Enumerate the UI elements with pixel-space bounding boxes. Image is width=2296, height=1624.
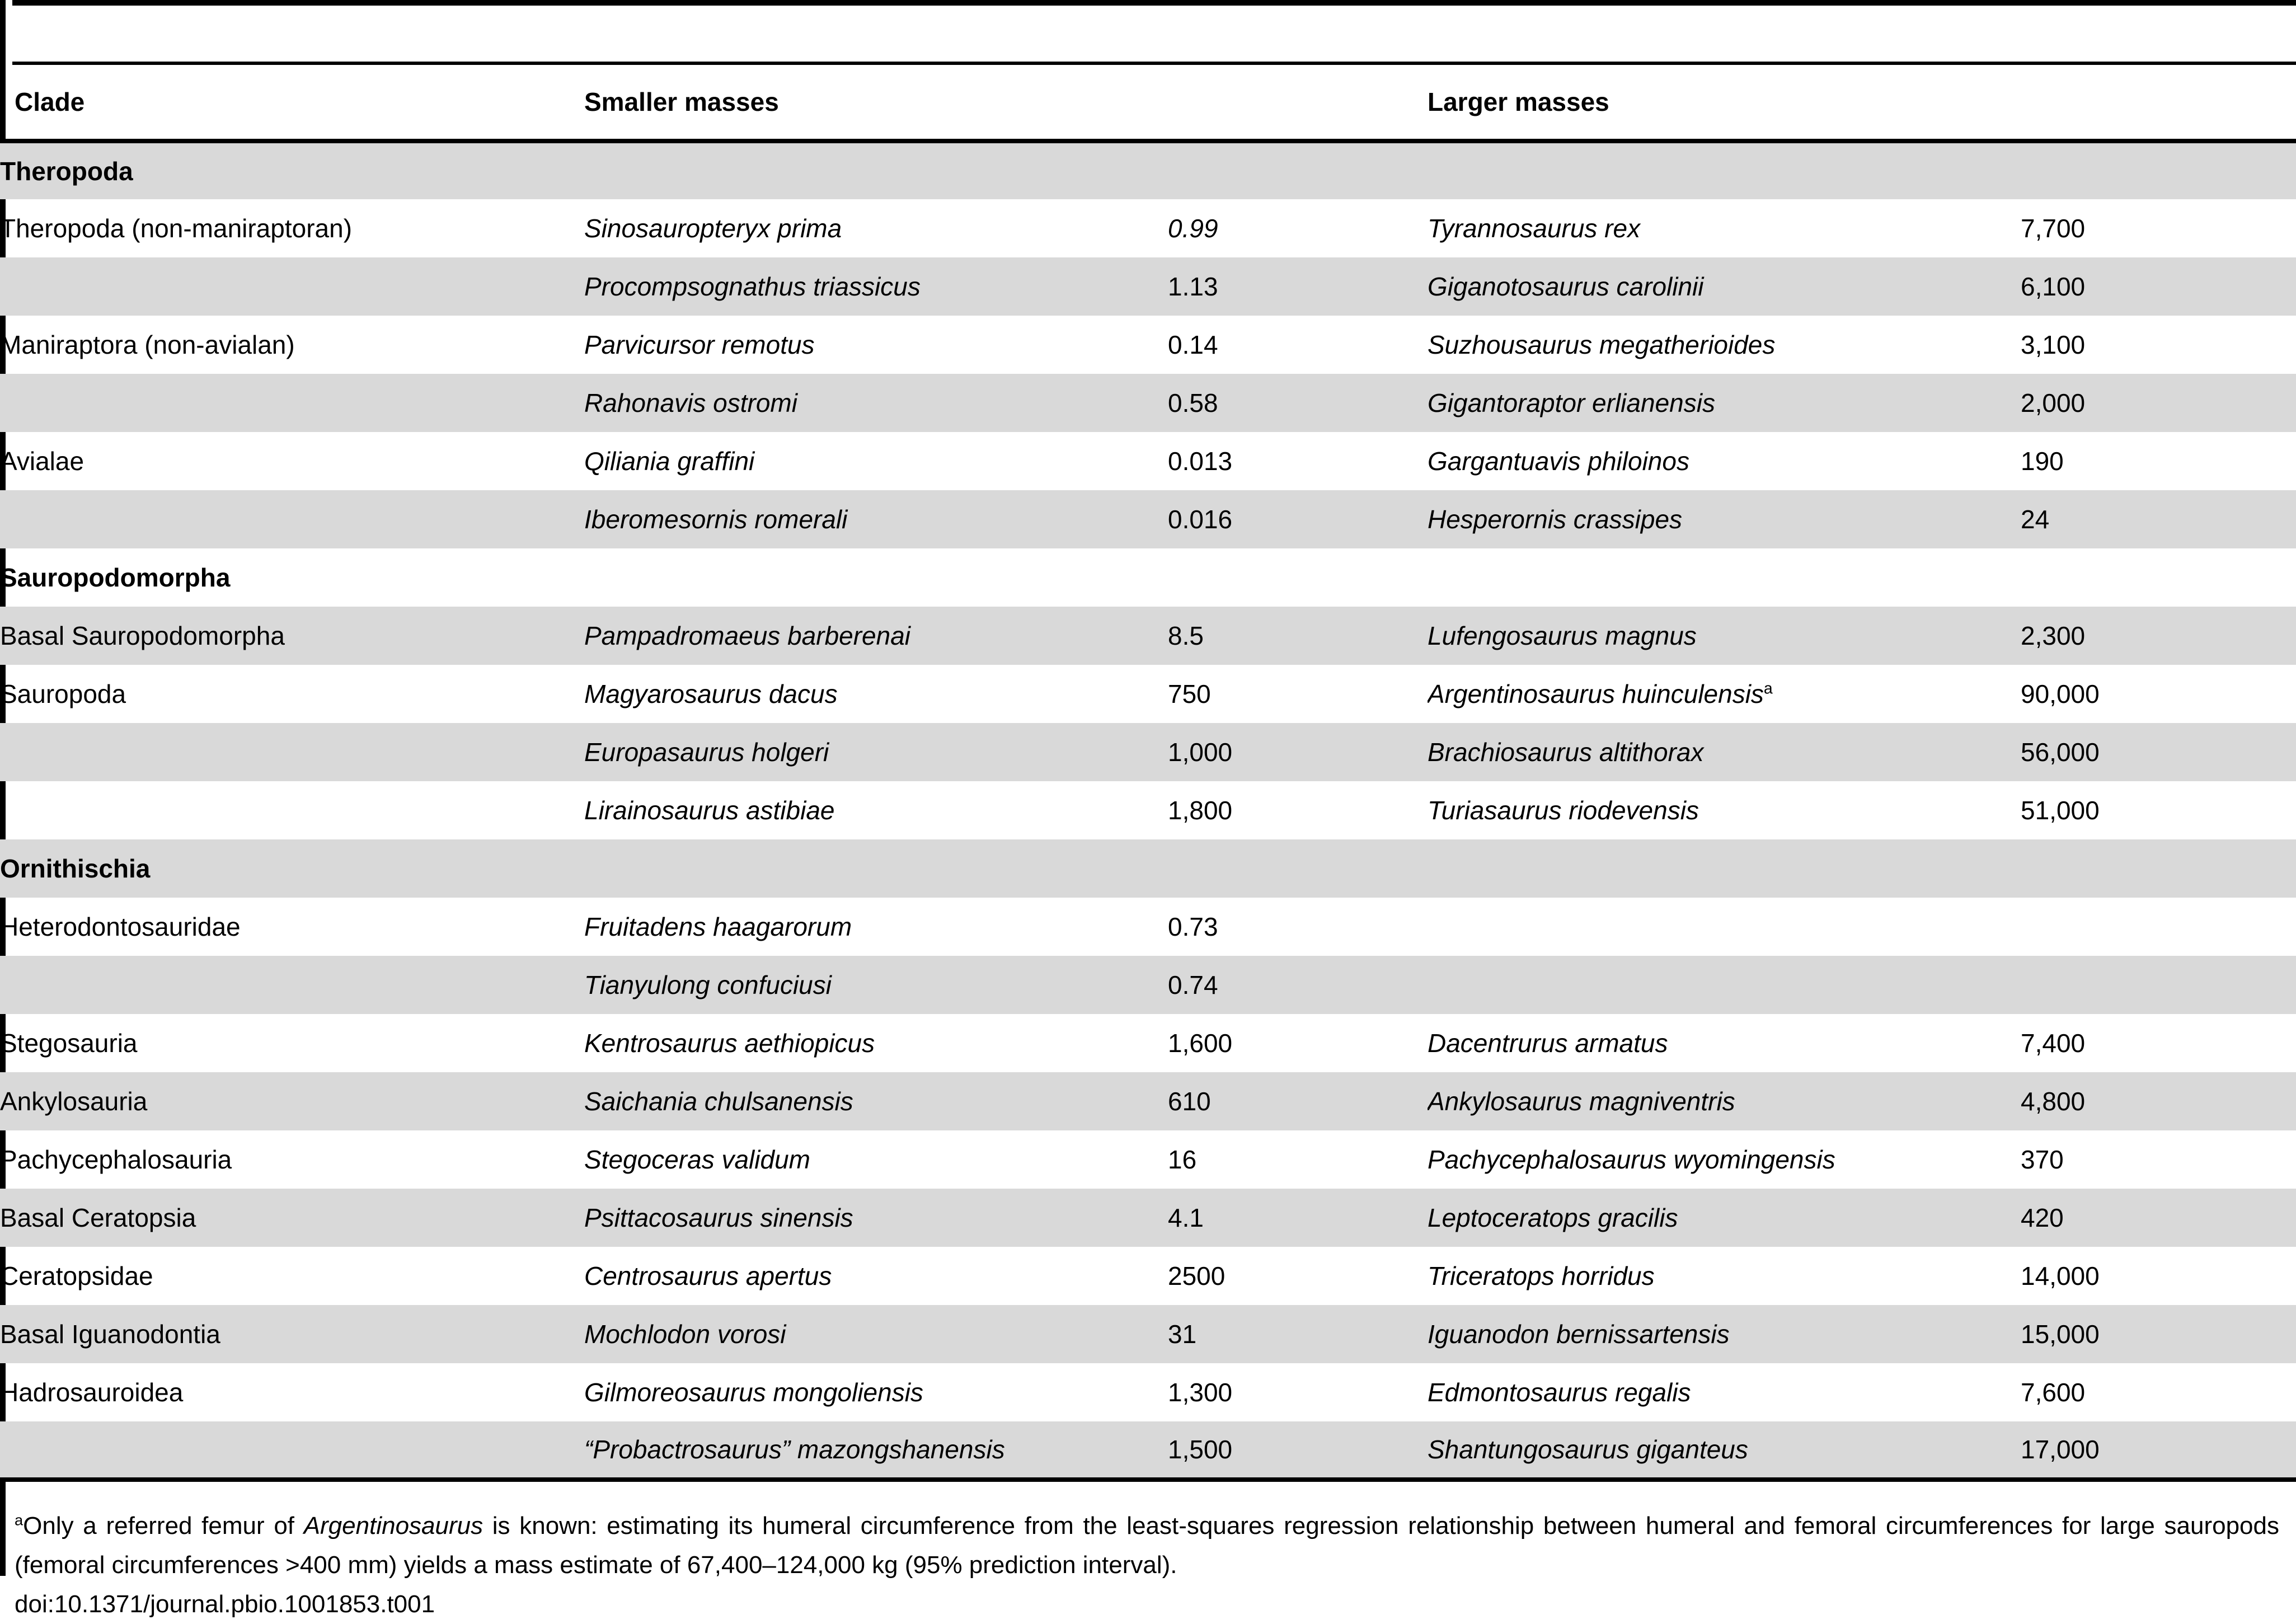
larger-mass-value [2021, 956, 2296, 1014]
table-row [0, 898, 2296, 956]
larger-species-cell [1428, 374, 2021, 432]
smaller-species-name: Rahonavis ostromi [584, 388, 797, 417]
smaller-species-name: Sinosauropteryx prima [584, 214, 842, 243]
col-header-clade: Clade [0, 65, 584, 141]
smaller-species-name: Fruitadens haagarorum [584, 912, 852, 941]
smaller-species-cell [584, 374, 1168, 432]
smaller-species-cell [584, 257, 1168, 316]
larger-species-cell [1428, 723, 2021, 781]
smaller-species-cell [584, 199, 1168, 257]
larger-mass-value: 7,600 [2021, 1378, 2086, 1407]
clade-cell [0, 956, 584, 1014]
larger-species-name: Ankylosaurus magniventris [1428, 1087, 1735, 1116]
clade-cell: Maniraptora (non-avialan) [0, 330, 295, 359]
table-row [0, 781, 2296, 839]
clade-cell [0, 374, 584, 432]
table-row [0, 1014, 2296, 1072]
clade-cell: Ankylosauria [0, 1087, 148, 1116]
smaller-species-cell [584, 898, 1168, 956]
table-row [0, 607, 2296, 665]
larger-species-cell [1428, 432, 2021, 490]
larger-mass-value: 420 [2021, 1203, 2064, 1232]
larger-species-name: Turiasaurus riodevensis [1428, 796, 1699, 825]
smaller-species-name: Lirainosaurus astibiae [584, 796, 835, 825]
larger-species-name: Suzhousaurus megatherioides [1428, 330, 1776, 359]
table-row [0, 1189, 2296, 1247]
smaller-species-name: Europasaurus holgeri [584, 738, 829, 767]
larger-mass-value: 2,300 [2021, 621, 2086, 650]
larger-mass-value: 17,000 [2021, 1435, 2100, 1464]
smaller-mass-value: 0.58 [1168, 388, 1218, 417]
larger-species-cell [1428, 1130, 2021, 1189]
smaller-mass-value: 0.14 [1168, 330, 1218, 359]
clade-cell [0, 723, 584, 781]
clade-cell [0, 490, 584, 548]
doi-line: doi:10.1371/journal.pbio.1001853.t001 [15, 1590, 435, 1618]
smaller-mass-value: 1.13 [1168, 272, 1218, 301]
table-row [0, 432, 2296, 490]
larger-species-cell [1428, 1247, 2021, 1305]
clade-cell [0, 1421, 584, 1480]
larger-species-name: Hesperornis crassipes [1428, 505, 1683, 534]
table-row [0, 1130, 2296, 1189]
smaller-mass-value: 1,500 [1168, 1435, 1233, 1464]
footnote [15, 1506, 2279, 1624]
larger-mass-value: 190 [2021, 447, 2064, 476]
larger-species-cell [1428, 781, 2021, 839]
smaller-mass-value: 1,800 [1168, 796, 1233, 825]
larger-species-cell [1428, 1189, 2021, 1247]
larger-species-name: Gargantuavis philoinos [1428, 447, 1689, 476]
smaller-species-cell [584, 1305, 1168, 1363]
smaller-species-cell [584, 1072, 1168, 1130]
smaller-species-name: Procompsognathus triassicus [584, 272, 921, 301]
larger-mass-value: 15,000 [2021, 1320, 2100, 1349]
larger-species-cell [1428, 1305, 2021, 1363]
smaller-species-cell [584, 316, 1168, 374]
larger-species-name: Triceratops horridus [1428, 1261, 1655, 1290]
table-row [0, 956, 2296, 1014]
larger-mass-value: 24 [2021, 505, 2050, 534]
larger-species-cell [1428, 665, 2021, 723]
larger-mass-value: 3,100 [2021, 330, 2086, 359]
larger-species-name: Argentinosaurus huinculensis$^a$ [1428, 679, 1773, 708]
smaller-species-cell [584, 490, 1168, 548]
larger-mass-value: 14,000 [2021, 1261, 2100, 1290]
table-row [0, 316, 2296, 374]
section-label: Sauropodomorpha [0, 563, 231, 592]
footnote-text [15, 1506, 2279, 1585]
smaller-species-name: Iberomesornis romerali [584, 505, 848, 534]
section-row [0, 839, 2296, 898]
top-border-rule [12, 0, 2296, 6]
smaller-species-name: Centrosaurus apertus [584, 1261, 832, 1290]
footnote-segment-before: Only a referred femur of [23, 1512, 304, 1539]
smaller-species-cell [584, 956, 1168, 1014]
larger-species-name: Gigantoraptor erlianensis [1428, 388, 1715, 417]
col-header-smaller-masses: Smaller masses [584, 65, 1168, 141]
smaller-mass-value: 0.99 [1168, 214, 1218, 243]
larger-species-name: Leptoceratops gracilis [1428, 1203, 1678, 1232]
smaller-species-cell [584, 1130, 1168, 1189]
table-row [0, 374, 2296, 432]
section-row [0, 141, 2296, 199]
clade-cell: Basal Sauropodomorpha [0, 621, 285, 650]
table-row [0, 490, 2296, 548]
clade-cell: Hadrosauroidea [0, 1378, 184, 1407]
larger-species-name: Iguanodon bernissartensis [1428, 1320, 1730, 1349]
table-header-row [0, 65, 2296, 141]
smaller-species-name: Qiliania graffini [584, 447, 755, 476]
larger-mass-value: 370 [2021, 1145, 2064, 1174]
larger-mass-value [2021, 898, 2296, 956]
larger-species-cell [1428, 898, 2021, 956]
table-row [0, 199, 2296, 257]
clade-cell: Sauropoda [0, 679, 126, 708]
smaller-mass-value: 8.5 [1168, 621, 1204, 650]
footnote-genus-italic: Argentinosaurus [303, 1512, 483, 1539]
larger-mass-value: 90,000 [2021, 679, 2100, 708]
larger-species-name: Edmontosaurus regalis [1428, 1378, 1691, 1407]
table-row [0, 1305, 2296, 1363]
section-label: Ornithischia [0, 854, 151, 883]
col-header-larger-masses: Larger masses [1428, 65, 2021, 141]
smaller-mass-value: 0.016 [1168, 505, 1233, 534]
smaller-species-name: Magyarosaurus dacus [584, 679, 838, 708]
clade-cell: Theropoda (non-maniraptoran) [0, 214, 353, 243]
larger-species-cell [1428, 316, 2021, 374]
table-row [0, 1247, 2296, 1305]
smaller-mass-value: 0.74 [1168, 970, 1218, 999]
section-label: Theropoda [0, 157, 133, 186]
smaller-species-name: Stegoceras validum [584, 1145, 810, 1174]
smaller-species-cell [584, 1014, 1168, 1072]
clade-cell [0, 257, 584, 316]
larger-mass-value: 7,400 [2021, 1029, 2086, 1058]
larger-species-name: Tyrannosaurus rex [1428, 214, 1641, 243]
larger-species-cell [1428, 607, 2021, 665]
smaller-species-cell [584, 607, 1168, 665]
smaller-mass-value: 0.73 [1168, 912, 1218, 941]
smaller-species-cell [584, 432, 1168, 490]
smaller-species-name: Parvicursor remotus [584, 330, 815, 359]
smaller-mass-value: 1,300 [1168, 1378, 1233, 1407]
larger-species-cell [1428, 490, 2021, 548]
clade-cell: Avialae [0, 447, 84, 476]
table-row [0, 1072, 2296, 1130]
smaller-mass-value: 1,000 [1168, 738, 1233, 767]
larger-mass-value: 51,000 [2021, 796, 2100, 825]
larger-species-cell [1428, 257, 2021, 316]
table-row [0, 1363, 2296, 1421]
dinosaur-mass-table [0, 65, 2296, 1482]
larger-species-cell [1428, 1014, 2021, 1072]
smaller-species-name: Gilmoreosaurus mongoliensis [584, 1378, 923, 1407]
clade-cell: Basal Ceratopsia [0, 1203, 196, 1232]
smaller-species-name: Pampadromaeus barberenai [584, 621, 911, 650]
larger-species-name: Lufengosaurus magnus [1428, 621, 1697, 650]
larger-species-cell [1428, 1421, 2021, 1480]
smaller-species-cell [584, 1247, 1168, 1305]
footnote-segment-after: is known: estimating its humeral circumference from the least-squares regression relationship between humeral and femoral circumferences for large sauropods (femoral circumferences >400 mm) yields a mass estimate of 67,400–124,000 kg (95% prediction interval). [15, 1512, 2279, 1579]
larger-species-cell [1428, 1363, 2021, 1421]
smaller-mass-value: 610 [1168, 1087, 1211, 1116]
smaller-species-name: Saichania chulsanensis [584, 1087, 853, 1116]
table-row [0, 257, 2296, 316]
larger-species-name: Dacentrurus armatus [1428, 1029, 1668, 1058]
larger-mass-value: 2,000 [2021, 388, 2086, 417]
larger-species-cell [1428, 1072, 2021, 1130]
larger-species-name: Giganotosaurus carolinii [1428, 272, 1704, 301]
smaller-species-cell [584, 781, 1168, 839]
larger-species-cell [1428, 956, 2021, 1014]
table-row [0, 665, 2296, 723]
clade-cell: Basal Iguanodontia [0, 1320, 220, 1349]
smaller-mass-value: 750 [1168, 679, 1211, 708]
clade-cell: Stegosauria [0, 1029, 138, 1058]
larger-species-name: Shantungosaurus giganteus [1428, 1435, 1748, 1464]
larger-mass-value: 56,000 [2021, 738, 2100, 767]
clade-cell: Heterodontosauridae [0, 912, 241, 941]
clade-cell [0, 781, 584, 839]
smaller-species-name: Psittacosaurus sinensis [584, 1203, 853, 1232]
smaller-mass-value: 1,600 [1168, 1029, 1233, 1058]
smaller-species-cell [584, 1421, 1168, 1480]
clade-cell: Pachycephalosauria [0, 1145, 232, 1174]
footnote-reference-marker: a [1763, 679, 1773, 698]
col-header-spacer-2 [2021, 65, 2296, 141]
smaller-species-name: Tianyulong confuciusi [584, 970, 832, 999]
smaller-mass-value: 4.1 [1168, 1203, 1204, 1232]
smaller-species-name: Mochlodon vorosi [584, 1320, 786, 1349]
table-row [0, 1421, 2296, 1480]
smaller-mass-value: 2500 [1168, 1261, 1226, 1290]
smaller-mass-value: 0.013 [1168, 447, 1233, 476]
larger-species-name: Pachycephalosaurus wyomingensis [1428, 1145, 1835, 1174]
footnote-marker: a [15, 1511, 24, 1529]
smaller-species-cell [584, 1189, 1168, 1247]
smaller-species-name: “Probactrosaurus” mazongshanensis [584, 1435, 1005, 1464]
smaller-mass-value: 31 [1168, 1320, 1197, 1349]
smaller-mass-value: 16 [1168, 1145, 1197, 1174]
larger-species-name: Brachiosaurus altithorax [1428, 738, 1704, 767]
smaller-species-name: Kentrosaurus aethiopicus [584, 1029, 875, 1058]
larger-mass-value: 6,100 [2021, 272, 2086, 301]
larger-mass-value: 4,800 [2021, 1087, 2086, 1116]
section-row [0, 548, 2296, 607]
larger-species-cell [1428, 199, 2021, 257]
col-header-spacer-1 [1168, 65, 1428, 141]
table-row [0, 723, 2296, 781]
smaller-species-cell [584, 665, 1168, 723]
smaller-species-cell [584, 1363, 1168, 1421]
larger-mass-value: 7,700 [2021, 214, 2086, 243]
smaller-species-cell [584, 723, 1168, 781]
clade-cell: Ceratopsidae [0, 1261, 153, 1290]
